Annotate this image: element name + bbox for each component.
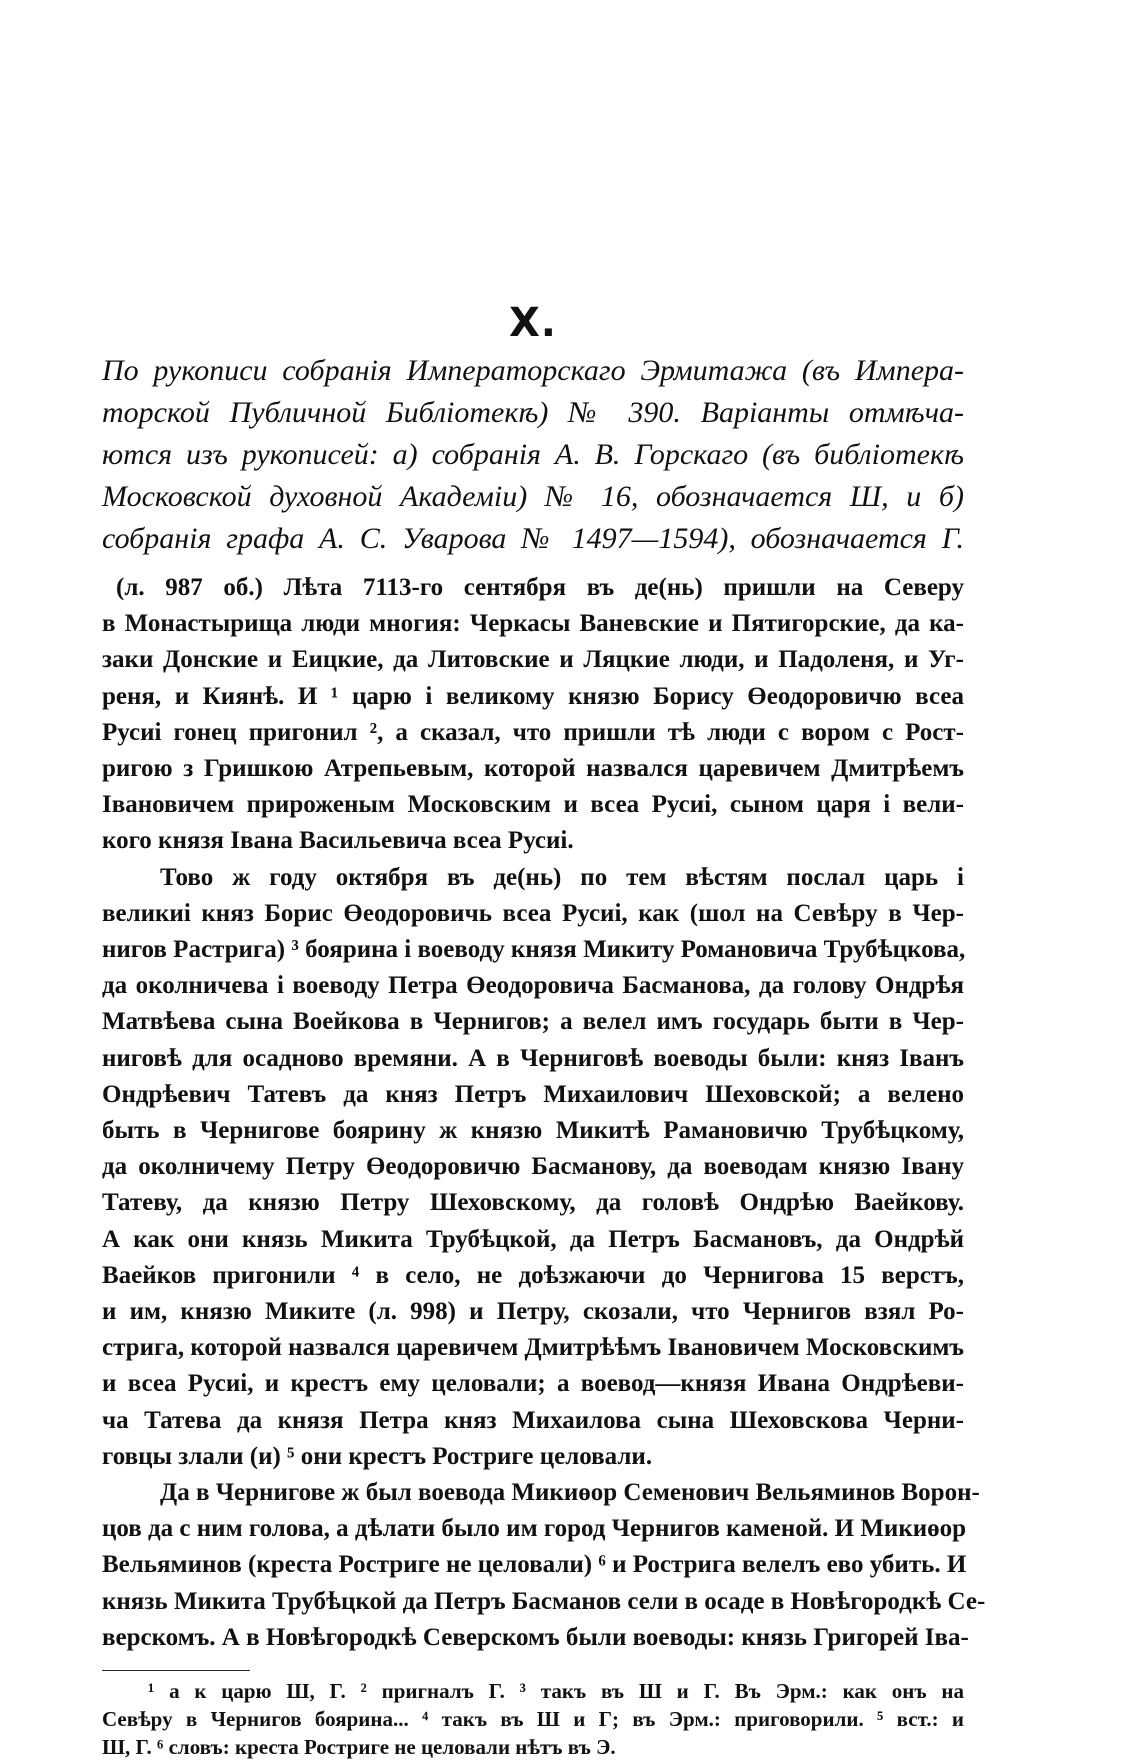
body-line: заки Донские и Еицкие, да Литовские и Ляцкие люди, и Падоленя, и Уг- — [102, 646, 964, 674]
body-line: реня, и Киянѣ. И ¹ царю і великому князю Борису Өеодоровичю всеа — [102, 682, 964, 710]
body-line: цов да с ним голова, а дѣлати было им город Чернигов каменой. И Микиөор — [102, 1515, 967, 1543]
body-line: ча Татева да князя Петра княз Михаилова сына Шеховскова Черни- — [102, 1406, 964, 1434]
document-page — [102, 300, 986, 1761]
body-line: кого князя Івана Васильевича всеа Русиі. — [102, 827, 574, 855]
body-text — [102, 570, 986, 1656]
body-line: стрига, которой назвался царевичем Дмитрѣѣмъ Івановичем Московскимъ — [102, 1334, 964, 1362]
body-line: говцы злали (и) ⁵ они крестъ Ростриге целовали. — [102, 1442, 653, 1470]
footnote-line: Ш, Г. ⁶ словъ: креста Ростриге не целовали нѣтъ въ Э. — [102, 1735, 616, 1760]
intro-paragraph — [102, 350, 964, 560]
intro-line: По рукописи собранія Императорскаго Эрмитажа (въ Импера- — [102, 354, 964, 387]
intro-line: ются изъ рукописей: а) собранія А. В. Горскаго (въ библіотекѣ — [102, 438, 964, 471]
body-line: Ондрѣевич Татевъ да княз Петръ Михаилович Шеховской; а велено — [102, 1080, 964, 1108]
body-line: ниговѣ для осадново времяни. А в Черниговѣ воеводы были: княз Іванъ — [102, 1044, 964, 1072]
body-line: быть в Чернигове боярину ж князю Микитѣ Рамановичю Трубѣцкому, — [102, 1117, 964, 1145]
body-line: ригою з Гришкою Атрепьевым, которой назвался царевичем Дмитрѣемъ — [102, 755, 964, 783]
footnote-line: Севѣру в Чернигов боярина... ⁴ такъ въ Ш и Г; въ Эрм.: приговорили. ⁵ вст.: и — [102, 1707, 964, 1732]
body-line: в Монастырища люди многия: Черкасы Ваневские и Пятигорские, да ка- — [102, 610, 964, 638]
body-line: да околничева і воеводу Петра Өеодоровича Басманова, да голову Ондрѣя — [102, 972, 964, 1000]
body-line: нигов Растрига) ³ боярина і воеводу князя Микиту Романовича Трубѣцкова, — [102, 936, 966, 964]
body-line: Татеву, да князю Петру Шеховскому, да головѣ Ондрѣю Ваейкову. — [102, 1189, 964, 1217]
body-line: Івановичем прироженым Московским и всеа Русиі, сыном царя і вели- — [102, 791, 964, 819]
body-line: Тово ж году октября въ де(нь) по тем вѣстям послал царь і — [160, 863, 964, 891]
body-line: Ваейков пригонили ⁴ в село, не доѣзжаючи до Чернигова 15 верстъ, — [102, 1261, 964, 1289]
body-line: великиі княз Борис Өеодоровичь всеа Русиі, как (шол на Севѣру в Чер- — [102, 899, 964, 927]
body-line: Русиі гонец пригонил ², а сказал, что пришли тѣ люди с вором с Рост- — [102, 718, 964, 746]
footnote-line: ¹ а к царю Ш, Г. ² пригналъ Г. ³ такъ въ Ш и Г. Въ Эрм.: как онъ на — [148, 1679, 964, 1704]
body-line: и всеа Русиі, и крестъ ему целовали; а воевод—князя Ивана Ондрѣеви- — [102, 1370, 964, 1398]
body-line: верскомъ. А в Новѣгородкѣ Северскомъ были воеводы: князь Григорей Іва- — [102, 1623, 969, 1651]
body-line: Да в Чернигове ж был воевода Микиөор Семенович Вельяминов Ворон- — [160, 1479, 980, 1507]
intro-line: торской Публичной Библіотекѣ) № 390. Варіанты отмѣча- — [102, 396, 964, 429]
body-line: да околничему Петру Өеодоровичю Басманову, да воеводам князю Івану — [102, 1153, 964, 1181]
body-line: князь Микита Трубѣцкой да Петръ Басманов сели в осаде в Новѣгородкѣ Се- — [102, 1587, 986, 1615]
body-line: Вельяминов (креста Ростриге не целовали) ⁶ и Рострига велелъ ево убить. И — [102, 1551, 967, 1579]
body-line: и им, князю Миките (л. 998) и Петру, скозали, что Чернигов взял Ро- — [102, 1298, 964, 1326]
footnote-divider — [102, 1670, 250, 1671]
footnotes — [102, 1677, 964, 1761]
intro-line: собранія графа А. С. Уварова № 1497—1594), обозначается Г. — [102, 522, 964, 555]
body-line: Матвѣева сына Воейкова в Чернигов; а велел имъ государь быти в Чер- — [102, 1008, 964, 1036]
intro-line: Московской духовной Академіи) № 16, обозначается Ш, и б) — [102, 480, 964, 513]
section-number: X. — [508, 300, 558, 346]
body-line: А как они князь Микита Трубѣцкой, да Петръ Басмановъ, да Ондрѣй — [102, 1225, 964, 1253]
body-line: (л. 987 об.) Лѣта 7113-го сентября въ де(нь) пришли на Северу — [116, 574, 964, 601]
